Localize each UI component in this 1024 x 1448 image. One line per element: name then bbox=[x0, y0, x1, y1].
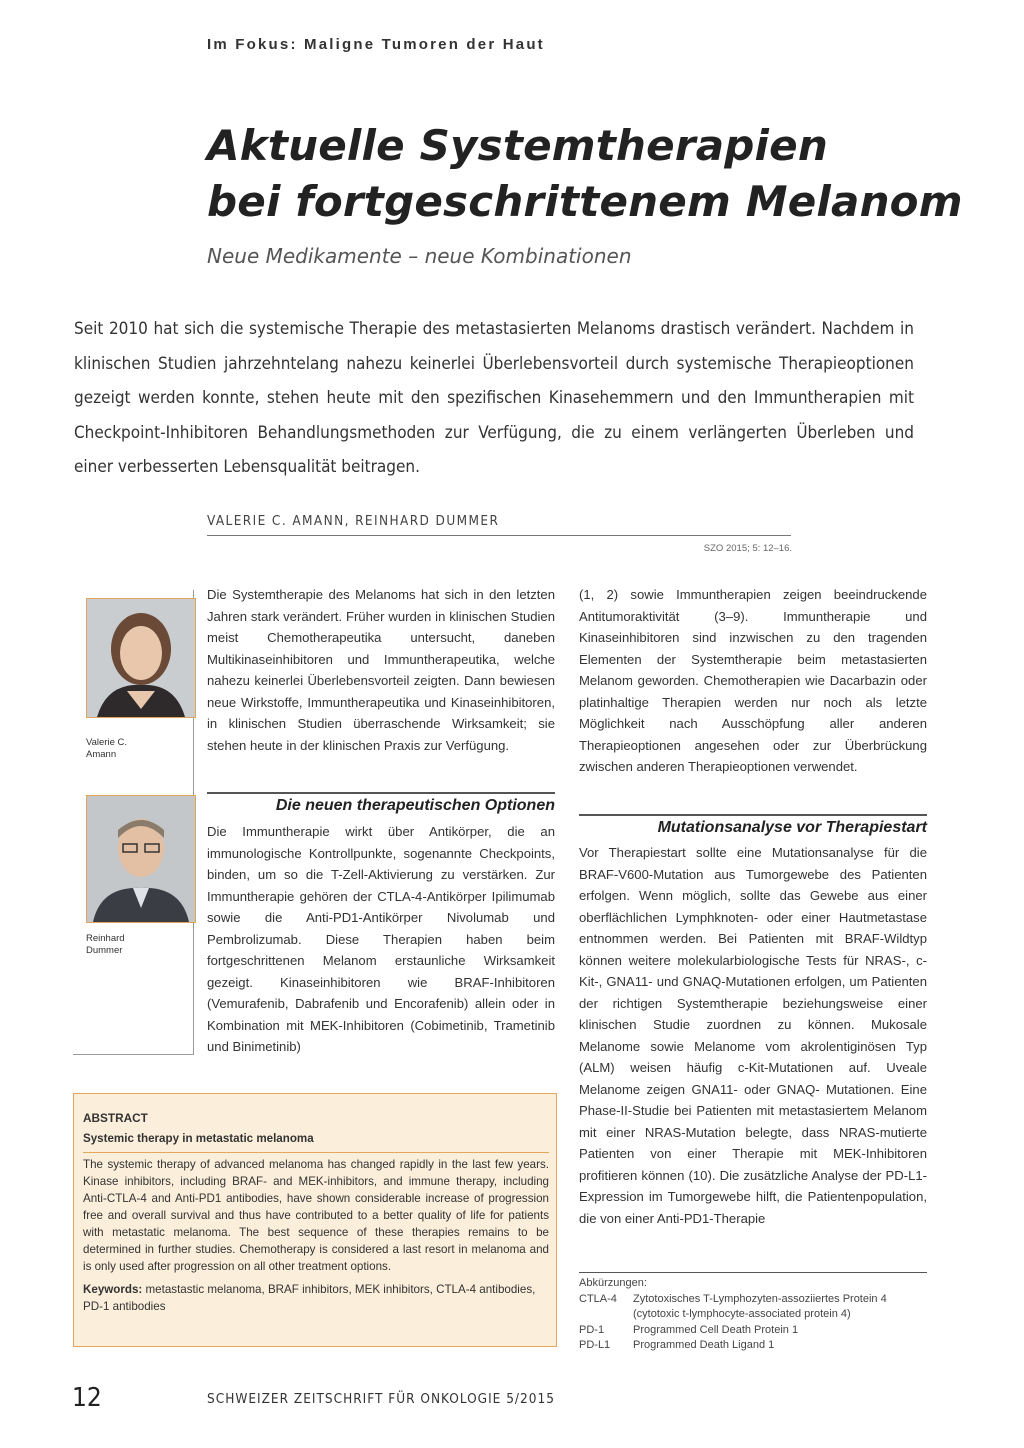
abbreviation-value: Programmed Cell Death Protein 1 bbox=[633, 1323, 799, 1336]
abbreviation-key: CTLA-4 bbox=[579, 1292, 617, 1305]
section-title: Die neuen therapeutischen Optionen bbox=[275, 796, 555, 814]
section-kicker: Im Fokus: Maligne Tumoren der Haut bbox=[207, 36, 545, 53]
intro-text: Die Systemtherapie des Melanoms hat sich in den letzten Jahren stark verändert. Früher wurden in klinischen Studien meist Chemotherapeutika untersucht, daneben Multikinaseinhibitoren und Immuntherapeutika, welche nahezu keinerlei Überlebensvorteil zeigten. Dann bewiesen neue Wirkstoffe, Immuntherapeutika und Kinaseinhibitoren, in klinischen Studien überraschende Wirksamkeit; sie stehen heute in der klinischen Praxis zur Verfügung. bbox=[207, 587, 555, 753]
abstract-text: The systemic therapy of advanced melanoma has changed rapidly in the last few years. Kinase inhibitors, including BRAF- and MEK-inhibitors, and immune therapy, including Anti-CTLA-4 and Anti-PD1 antibodies, have shown considerable increase of progression free and overall survival and thus have contributed to a better quality of life for patients with metastatic melanoma. The best sequence of these therapies remains to be determined in further studies. Chemotherapy is considered a last resort in melanoma and is only used after progression on all other treatment options. bbox=[83, 1158, 549, 1273]
author-line: VALERIE C. AMANN, REINHARD DUMMER bbox=[207, 513, 500, 529]
section-header-options bbox=[207, 792, 555, 816]
column-2-paragraph bbox=[579, 584, 927, 778]
abbreviation-value: Programmed Death Ligand 1 bbox=[633, 1339, 775, 1351]
abbreviation-value: Zytotoxisches T-Lymphozyten-assoziiertes Protein 4 (cytotoxic t-lymphocyte-associated protein 4) bbox=[633, 1292, 887, 1320]
photo-caption-amann: Valerie C. Amann bbox=[86, 737, 128, 760]
author-photo-strip bbox=[73, 590, 194, 1055]
section-rule bbox=[207, 792, 555, 794]
photo-caption-dummer: Reinhard Dummer bbox=[86, 933, 125, 956]
keywords-label: Keywords: bbox=[83, 1283, 143, 1296]
section-text: Vor Therapiestart sollte eine Mutationsanalyse für die BRAF-V600-Mutation aus Tumorgewebe des Patienten erfolgen. Wenn möglich, sollte das Gewebe aus einer oberflächlichen Lymphknoten- oder einer Hautmetastase entnommen werden. Bei Patienten mit BRAF-Wildtyp können weitere molekularbiologische Tests für NRAS-, c-Kit-, GNA11- und GNAQ-Mutationen erfolgen, um Patienten der richtigen Systemtherapie beziehungsweise einer klinischen Studie zuordnen zu können. Mukosale Melanome sowie Melanome vom akrolentiginösen Typ (ALM) weisen häufig c-Kit-Mutationen auf. Uveale Melanome zeigen GNA11- oder GNAQ- Mutationen. Eine Phase-II-Studie bei Patienten mit metastasiertem Melanom mit einer NRAS-Mutation belegte, dass NRAS-mutierte Patienten von einer Therapie mit MEK-Inhibitoren profitieren können (10). Die zusätzliche Analyse der PD-L1-Expression im Tumorgewebe hilft, die Patientenpopulation, die von einer Anti-PD1-Therapie bbox=[579, 845, 927, 1226]
abstract-subheading: Systemic therapy in metastatic melanoma bbox=[83, 1132, 314, 1145]
abbreviation-key: PD-L1 bbox=[579, 1339, 611, 1351]
section-title: Mutationsanalyse vor Therapiestart bbox=[657, 818, 927, 836]
section-text: Die Immuntherapie wirkt über Antikörper, die an immunologische Kontrollpunkte, sogenannte Checkpoints, binden, um so die T-Zell-Aktivierung zu verstärken. Zur Immuntherapie gehören der CTLA-4-Antikörper Ipilimumab sowie die Anti-PD1-Antikörper Nivolumab und Pembrolizumab. Diese Therapien haben beim fortgeschrittenen Melanom erstaunliche Wirksamkeit gezeigt. Kinaseinhibitoren wie BRAF-Inhibitoren (Vemurafenib, Dabrafenib und Encorafenib) allein oder in Kombination mit MEK-Inhibitoren (Cobimetinib, Trametinib und Binimetinib) bbox=[207, 824, 555, 1054]
author-rule bbox=[207, 535, 791, 536]
abbreviations-heading: Abkürzungen: bbox=[579, 1277, 647, 1289]
abstract-keywords bbox=[83, 1281, 549, 1315]
abbreviations-list bbox=[579, 1276, 927, 1354]
keywords-text: metastastic melanoma, BRAF inhibitors, MEK inhibitors, CTLA-4 antibodies, PD-1 antibodies bbox=[83, 1283, 536, 1313]
section-header-mutation bbox=[579, 814, 927, 838]
section-body-options bbox=[207, 821, 555, 1058]
section-body-mutation bbox=[579, 842, 927, 1229]
abbreviation-key: PD-1 bbox=[579, 1323, 605, 1336]
article-title bbox=[207, 118, 967, 230]
column-2-text: (1, 2) sowie Immuntherapien zeigen beeindruckende Antitumoraktivität (3–9). Immuntherapie und Kinaseinhibitoren sind inzwischen zu den tragenden Elementen der Systemtherapie beim metastasierten Melanom geworden. Chemotherapien wie Dacarbazin oder platinhaltige Therapien werden nur noch als letzte Möglichkeit nach Ausschöpfung aller anderen Therapieoptionen angesehen oder zur Überbrückung zwischen anderen Therapieoptionen verwendet. bbox=[579, 587, 927, 774]
abbreviation-row bbox=[579, 1338, 927, 1354]
abstract-box bbox=[73, 1093, 557, 1347]
abstract-rule bbox=[83, 1152, 549, 1153]
page-number: 12 bbox=[72, 1383, 102, 1413]
citation: SZO 2015; 5: 12–16. bbox=[703, 543, 792, 554]
title-line-2: bei fortgeschrittenem Melanom bbox=[207, 177, 963, 226]
abstract-heading: ABSTRACT bbox=[83, 1111, 148, 1125]
author-photo-dummer bbox=[86, 795, 196, 923]
lead-paragraph: Seit 2010 hat sich die systemische Therapie des metastasierten Melanoms drastisch verändert. Nachdem in klinischen Studien jahrzehntelang nahezu keinerlei Überlebensvorteil durch systemische Therapieoptionen gezeigt werden konnte, stehen heute mit den spezifischen Kinasehemmern und den Immuntherapien mit Checkpoint-Inhibitoren Behandlungsmethoden zur Verfügung, die zu einem verlängerten Überleben und einer verbesserten Lebensqualität beitragen. bbox=[74, 319, 914, 477]
abbreviations-rule bbox=[579, 1272, 927, 1273]
author-photo-amann bbox=[86, 598, 196, 718]
article-subtitle: Neue Medikamente – neue Kombinationen bbox=[207, 244, 632, 268]
title-line-1: Aktuelle Systemtherapien bbox=[207, 121, 828, 170]
journal-name: SCHWEIZER ZEITSCHRIFT FÜR ONKOLOGIE 5/2015 bbox=[207, 1391, 555, 1407]
abbreviation-row bbox=[579, 1323, 927, 1339]
abbreviation-row bbox=[579, 1292, 927, 1323]
section-rule bbox=[579, 814, 927, 816]
intro-paragraph bbox=[207, 584, 555, 756]
